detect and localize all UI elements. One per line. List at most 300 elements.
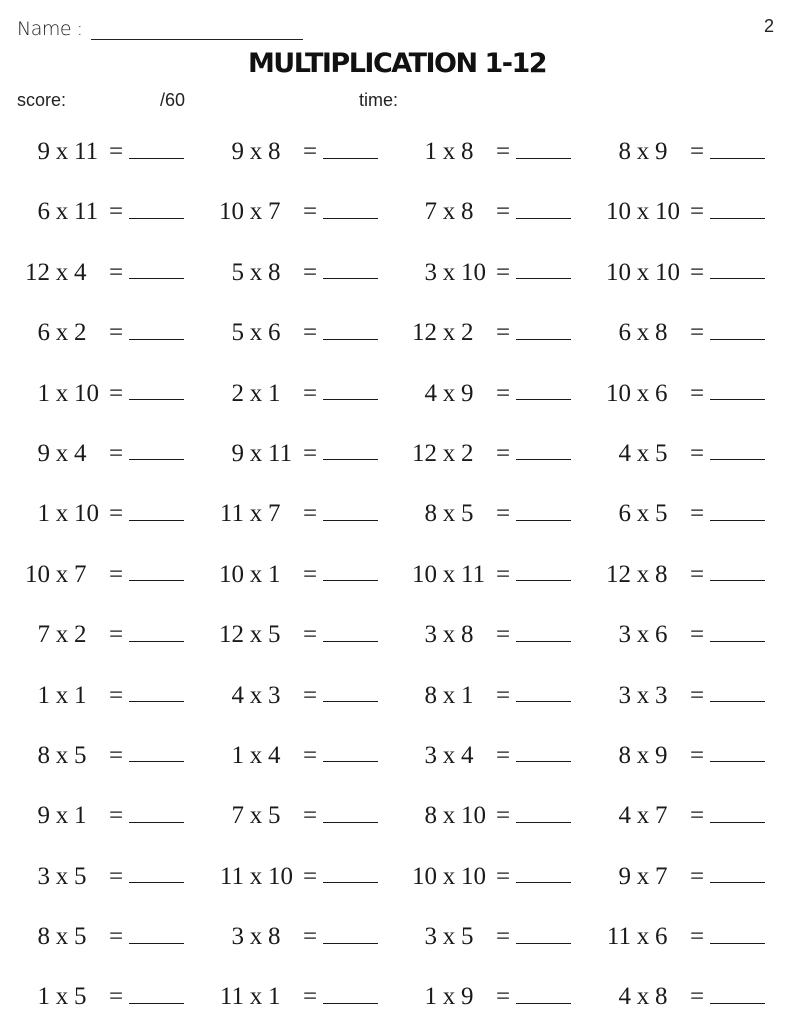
multiplication-problem: [601, 309, 765, 357]
equals-sign: =: [302, 862, 318, 890]
equals-sign: =: [689, 258, 705, 286]
multiplication-problem: [407, 188, 571, 236]
factor-b: 9: [461, 379, 474, 407]
factor-b: 5: [74, 862, 87, 890]
factor-a: 9: [37, 802, 50, 830]
times-sign: x: [55, 560, 69, 588]
equals-sign: =: [108, 379, 124, 407]
factor-a: 3: [424, 741, 437, 769]
page-number: 2: [763, 16, 774, 36]
equals-sign: =: [689, 983, 705, 1011]
multiplication-problem: [601, 430, 765, 478]
factor-b: 2: [461, 439, 474, 467]
factor-a: 3: [231, 923, 244, 951]
answer-blank[interactable]: [516, 198, 571, 219]
answer-blank[interactable]: [129, 439, 184, 460]
factor-b: 8: [655, 983, 668, 1011]
equals-sign: =: [302, 138, 318, 165]
answer-blank[interactable]: [710, 862, 765, 883]
factor-b: 4: [461, 741, 474, 769]
multiplication-problem: [601, 188, 765, 236]
factor-a: 5: [231, 319, 244, 347]
times-sign: x: [442, 319, 456, 347]
times-sign: x: [636, 923, 650, 951]
factor-a: 1: [37, 681, 50, 709]
multiplication-problem: [407, 853, 571, 901]
multiplication-problem: [214, 430, 378, 478]
times-sign: x: [249, 379, 263, 407]
multiplication-problem: [601, 913, 765, 961]
answer-blank[interactable]: [129, 138, 184, 159]
equals-sign: =: [108, 560, 124, 588]
times-sign: x: [442, 621, 456, 649]
times-sign: x: [55, 802, 69, 830]
answer-blank[interactable]: [710, 379, 765, 400]
factor-a: 1: [37, 983, 50, 1011]
factor-a: 3: [618, 681, 631, 709]
times-sign: x: [636, 439, 650, 467]
multiplication-problem: [601, 611, 765, 659]
times-sign: x: [636, 862, 650, 890]
equals-sign: =: [302, 379, 318, 407]
times-sign: x: [636, 138, 650, 165]
problem-row: [0, 853, 794, 913]
answer-blank[interactable]: [710, 621, 765, 642]
problem-row: [0, 370, 794, 430]
problem-row: [0, 551, 794, 611]
times-sign: x: [442, 500, 456, 528]
answer-blank[interactable]: [129, 741, 184, 762]
multiplication-problem: [601, 370, 765, 418]
factor-b: 9: [655, 138, 668, 165]
answer-blank[interactable]: [710, 802, 765, 823]
answer-blank[interactable]: [323, 681, 378, 702]
multiplication-problem: [601, 732, 765, 780]
factor-b: 2: [74, 621, 87, 649]
answer-blank[interactable]: [710, 138, 765, 159]
factor-a: 12: [412, 319, 437, 347]
factor-a: 11: [219, 500, 244, 528]
factor-b: 10: [74, 379, 99, 407]
times-sign: x: [442, 560, 456, 588]
problem-row: [0, 249, 794, 309]
problem-row: [0, 672, 794, 732]
equals-sign: =: [495, 681, 511, 709]
factor-a: 4: [618, 439, 631, 467]
equals-sign: =: [495, 923, 511, 951]
factor-a: 1: [424, 138, 437, 165]
multiplication-problem: [214, 853, 378, 901]
answer-blank[interactable]: [323, 258, 378, 279]
times-sign: x: [249, 198, 263, 226]
factor-b: 11: [268, 439, 293, 467]
answer-blank[interactable]: [516, 560, 571, 581]
answer-blank[interactable]: [323, 560, 378, 581]
factor-b: 6: [655, 923, 668, 951]
times-sign: x: [636, 500, 650, 528]
times-sign: x: [249, 138, 263, 165]
factor-a: 4: [424, 379, 437, 407]
factor-a: 3: [618, 621, 631, 649]
name-label: Name :: [17, 18, 83, 40]
multiplication-problem: [407, 249, 571, 297]
multiplication-problem: [214, 792, 378, 840]
equals-sign: =: [689, 319, 705, 347]
times-sign: x: [636, 258, 650, 286]
multiplication-problem: [214, 672, 378, 720]
times-sign: x: [636, 379, 650, 407]
factor-a: 8: [618, 741, 631, 769]
times-sign: x: [55, 681, 69, 709]
answer-blank[interactable]: [516, 983, 571, 1004]
problem-row: [0, 792, 794, 852]
answer-blank[interactable]: [516, 138, 571, 159]
equals-sign: =: [689, 862, 705, 890]
multiplication-problem: [601, 551, 765, 599]
multiplication-problem: [407, 490, 571, 538]
answer-blank[interactable]: [323, 802, 378, 823]
multiplication-problem: [407, 370, 571, 418]
multiplication-problem: [601, 973, 765, 1021]
answer-blank[interactable]: [129, 862, 184, 883]
factor-b: 9: [461, 983, 474, 1011]
answer-blank[interactable]: [516, 862, 571, 883]
multiplication-problem: [20, 611, 184, 659]
answer-blank[interactable]: [516, 923, 571, 944]
answer-blank[interactable]: [710, 319, 765, 340]
factor-a: 8: [424, 500, 437, 528]
multiplication-problem: [20, 128, 184, 176]
factor-b: 8: [461, 138, 474, 165]
multiplication-problem: [20, 551, 184, 599]
answer-blank[interactable]: [129, 319, 184, 340]
answer-blank[interactable]: [710, 681, 765, 702]
equals-sign: =: [108, 802, 124, 830]
multiplication-problem: [214, 249, 378, 297]
answer-blank[interactable]: [516, 319, 571, 340]
equals-sign: =: [495, 621, 511, 649]
factor-a: 3: [424, 621, 437, 649]
equals-sign: =: [689, 439, 705, 467]
multiplication-problem: [601, 792, 765, 840]
equals-sign: =: [302, 258, 318, 286]
factor-a: 8: [618, 138, 631, 165]
factor-a: 9: [37, 439, 50, 467]
multiplication-problem: [20, 430, 184, 478]
answer-blank[interactable]: [710, 198, 765, 219]
answer-blank[interactable]: [710, 741, 765, 762]
times-sign: x: [55, 439, 69, 467]
multiplication-problem: [601, 249, 765, 297]
factor-b: 2: [74, 319, 87, 347]
equals-sign: =: [108, 439, 124, 467]
multiplication-problem: [601, 853, 765, 901]
multiplication-problem: [20, 973, 184, 1021]
factor-a: 10: [606, 258, 631, 286]
factor-b: 1: [74, 802, 87, 830]
times-sign: x: [55, 379, 69, 407]
multiplication-problem: [20, 249, 184, 297]
factor-b: 8: [655, 560, 668, 588]
times-sign: x: [442, 741, 456, 769]
answer-blank[interactable]: [516, 681, 571, 702]
equals-sign: =: [495, 500, 511, 528]
answer-blank[interactable]: [129, 983, 184, 1004]
multiplication-problem: [214, 490, 378, 538]
answer-blank[interactable]: [516, 741, 571, 762]
multiplication-problem: [20, 913, 184, 961]
multiplication-problem: [214, 188, 378, 236]
answer-blank[interactable]: [710, 983, 765, 1004]
answer-blank[interactable]: [516, 500, 571, 521]
equals-sign: =: [302, 983, 318, 1011]
times-sign: x: [55, 621, 69, 649]
factor-b: 8: [268, 923, 281, 951]
answer-blank[interactable]: [129, 681, 184, 702]
factor-a: 11: [219, 862, 244, 890]
equals-sign: =: [495, 862, 511, 890]
factor-a: 10: [606, 379, 631, 407]
answer-blank[interactable]: [323, 862, 378, 883]
equals-sign: =: [689, 500, 705, 528]
answer-blank[interactable]: [129, 923, 184, 944]
equals-sign: =: [495, 258, 511, 286]
answer-blank[interactable]: [323, 500, 378, 521]
factor-b: 5: [74, 923, 87, 951]
factor-b: 10: [268, 862, 293, 890]
answer-blank[interactable]: [516, 802, 571, 823]
factor-b: 9: [655, 741, 668, 769]
factor-b: 6: [655, 621, 668, 649]
equals-sign: =: [108, 198, 124, 226]
multiplication-problem: [407, 672, 571, 720]
factor-b: 10: [74, 500, 99, 528]
multiplication-problem: [214, 611, 378, 659]
factor-a: 9: [231, 439, 244, 467]
times-sign: x: [636, 621, 650, 649]
multiplication-problem: [407, 430, 571, 478]
factor-b: 10: [655, 198, 680, 226]
worksheet-title: MULTIPLICATION 1-12: [247, 48, 547, 79]
answer-blank[interactable]: [129, 379, 184, 400]
equals-sign: =: [302, 439, 318, 467]
answer-blank[interactable]: [323, 983, 378, 1004]
multiplication-problem: [214, 732, 378, 780]
factor-b: 4: [74, 258, 87, 286]
multiplication-problem: [407, 611, 571, 659]
times-sign: x: [249, 681, 263, 709]
factor-b: 5: [268, 802, 281, 830]
answer-blank[interactable]: [323, 198, 378, 219]
problem-row: [0, 611, 794, 671]
answer-blank[interactable]: [323, 923, 378, 944]
times-sign: x: [636, 319, 650, 347]
times-sign: x: [249, 862, 263, 890]
times-sign: x: [636, 198, 650, 226]
equals-sign: =: [108, 258, 124, 286]
times-sign: x: [442, 198, 456, 226]
problem-row: [0, 973, 794, 1033]
factor-b: 4: [74, 439, 87, 467]
equals-sign: =: [302, 621, 318, 649]
multiplication-problem: [20, 672, 184, 720]
answer-blank[interactable]: [129, 802, 184, 823]
equals-sign: =: [302, 741, 318, 769]
answer-blank[interactable]: [129, 621, 184, 642]
answer-blank[interactable]: [323, 319, 378, 340]
factor-a: 8: [37, 923, 50, 951]
multiplication-problem: [214, 913, 378, 961]
factor-b: 11: [74, 138, 99, 165]
factor-b: 4: [268, 741, 281, 769]
times-sign: x: [442, 983, 456, 1011]
answer-blank[interactable]: [323, 379, 378, 400]
factor-a: 10: [606, 198, 631, 226]
equals-sign: =: [689, 681, 705, 709]
times-sign: x: [55, 923, 69, 951]
answer-blank[interactable]: [710, 923, 765, 944]
times-sign: x: [249, 439, 263, 467]
name-field[interactable]: [17, 18, 303, 40]
multiplication-problem: [214, 551, 378, 599]
factor-a: 10: [219, 560, 244, 588]
factor-a: 2: [231, 379, 244, 407]
factor-a: 4: [618, 983, 631, 1011]
multiplication-problem: [20, 309, 184, 357]
times-sign: x: [249, 741, 263, 769]
equals-sign: =: [689, 379, 705, 407]
answer-blank[interactable]: [516, 379, 571, 400]
equals-sign: =: [495, 138, 511, 165]
equals-sign: =: [302, 500, 318, 528]
problem-row: [0, 913, 794, 973]
answer-blank[interactable]: [129, 560, 184, 581]
factor-b: 5: [461, 500, 474, 528]
answer-blank[interactable]: [516, 439, 571, 460]
factor-b: 5: [461, 923, 474, 951]
factor-a: 6: [37, 198, 50, 226]
answer-blank[interactable]: [129, 198, 184, 219]
factor-a: 7: [424, 198, 437, 226]
factor-a: 10: [412, 560, 437, 588]
equals-sign: =: [689, 560, 705, 588]
factor-a: 11: [606, 923, 631, 951]
problem-row: [0, 309, 794, 369]
multiplication-problem: [214, 973, 378, 1021]
multiplication-problem: [20, 490, 184, 538]
factor-b: 5: [74, 741, 87, 769]
factor-a: 9: [37, 138, 50, 165]
multiplication-problem: [407, 913, 571, 961]
equals-sign: =: [302, 198, 318, 226]
times-sign: x: [55, 741, 69, 769]
answer-blank[interactable]: [516, 258, 571, 279]
problem-row: [0, 188, 794, 248]
answer-blank[interactable]: [323, 741, 378, 762]
factor-a: 8: [424, 802, 437, 830]
times-sign: x: [636, 983, 650, 1011]
factor-a: 7: [231, 802, 244, 830]
times-sign: x: [249, 802, 263, 830]
equals-sign: =: [302, 560, 318, 588]
equals-sign: =: [689, 138, 705, 165]
answer-blank[interactable]: [323, 138, 378, 159]
problem-row: [0, 732, 794, 792]
times-sign: x: [442, 923, 456, 951]
multiplication-problem: [407, 551, 571, 599]
answer-blank[interactable]: [516, 621, 571, 642]
multiplication-problem: [20, 370, 184, 418]
equals-sign: =: [108, 923, 124, 951]
equals-sign: =: [302, 319, 318, 347]
multiplication-problem: [20, 792, 184, 840]
times-sign: x: [249, 621, 263, 649]
times-sign: x: [55, 198, 69, 226]
answer-blank[interactable]: [710, 439, 765, 460]
multiplication-problem: [20, 188, 184, 236]
name-blank-line[interactable]: [91, 19, 303, 40]
score-time-row: [17, 90, 777, 114]
equals-sign: =: [495, 802, 511, 830]
answer-blank[interactable]: [129, 258, 184, 279]
factor-b: 5: [655, 500, 668, 528]
answer-blank[interactable]: [323, 439, 378, 460]
times-sign: x: [442, 439, 456, 467]
multiplication-problem: [601, 672, 765, 720]
times-sign: x: [55, 138, 69, 165]
multiplication-problem: [407, 973, 571, 1021]
factor-b: 6: [655, 379, 668, 407]
equals-sign: =: [495, 560, 511, 588]
equals-sign: =: [108, 621, 124, 649]
times-sign: x: [636, 560, 650, 588]
equals-sign: =: [689, 802, 705, 830]
factor-b: 10: [461, 802, 486, 830]
factor-b: 8: [461, 198, 474, 226]
answer-blank[interactable]: [710, 258, 765, 279]
factor-b: 1: [74, 681, 87, 709]
problem-row: [0, 430, 794, 490]
problem-row: [0, 490, 794, 550]
factor-a: 7: [37, 621, 50, 649]
multiplication-problem: [407, 309, 571, 357]
answer-blank[interactable]: [129, 500, 184, 521]
factor-b: 2: [461, 319, 474, 347]
factor-b: 11: [74, 198, 99, 226]
equals-sign: =: [495, 439, 511, 467]
answer-blank[interactable]: [710, 500, 765, 521]
times-sign: x: [249, 258, 263, 286]
answer-blank[interactable]: [710, 560, 765, 581]
times-sign: x: [442, 138, 456, 165]
times-sign: x: [55, 983, 69, 1011]
equals-sign: =: [108, 862, 124, 890]
times-sign: x: [442, 862, 456, 890]
times-sign: x: [249, 500, 263, 528]
equals-sign: =: [302, 923, 318, 951]
times-sign: x: [636, 802, 650, 830]
factor-a: 4: [618, 802, 631, 830]
answer-blank[interactable]: [323, 621, 378, 642]
multiplication-problem: [20, 853, 184, 901]
factor-b: 8: [655, 319, 668, 347]
times-sign: x: [636, 741, 650, 769]
factor-b: 1: [461, 681, 474, 709]
factor-a: 12: [25, 258, 50, 286]
times-sign: x: [442, 802, 456, 830]
factor-b: 7: [655, 802, 668, 830]
times-sign: x: [55, 258, 69, 286]
